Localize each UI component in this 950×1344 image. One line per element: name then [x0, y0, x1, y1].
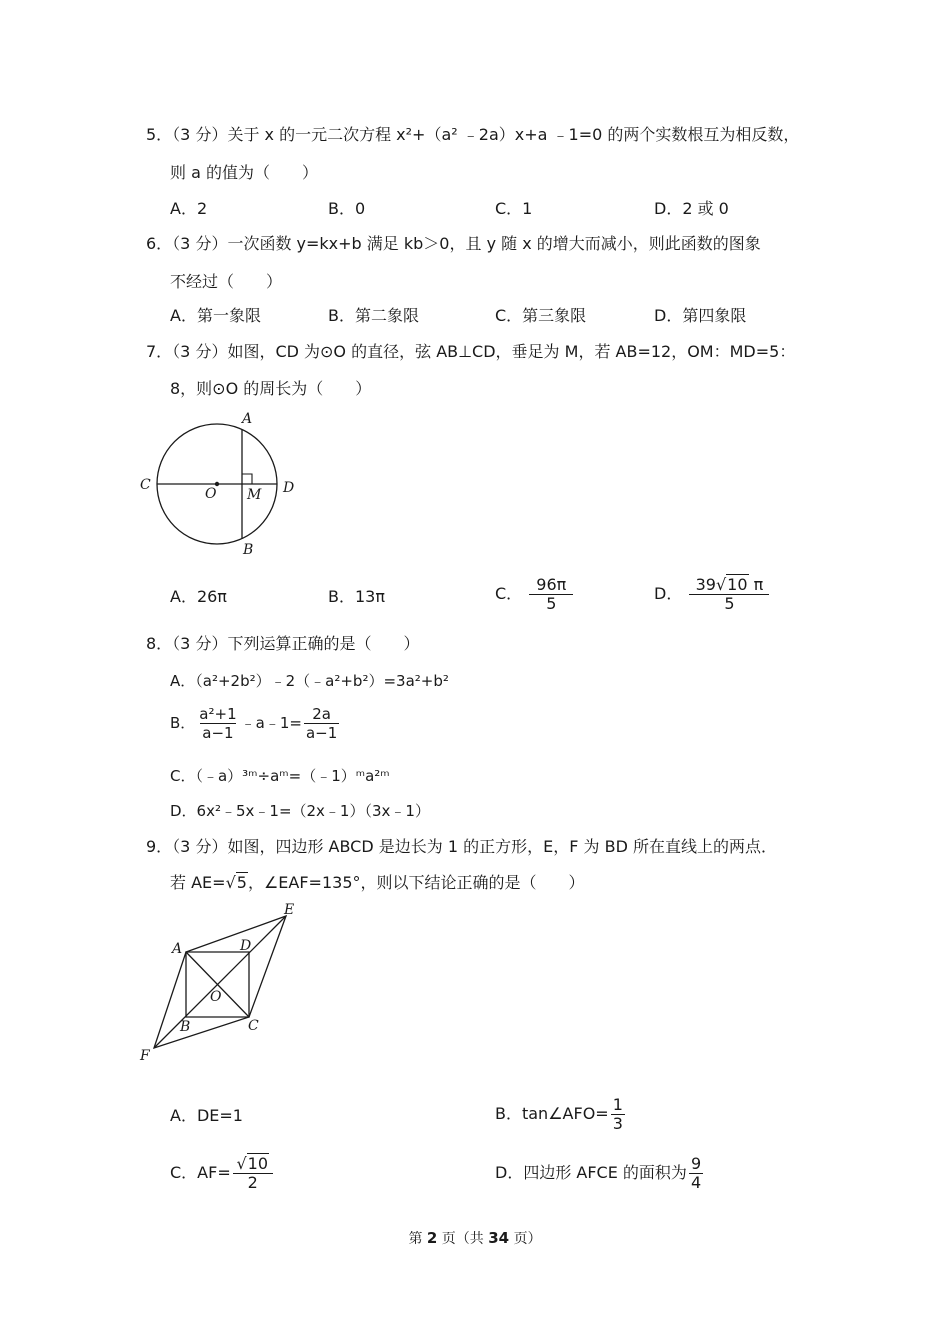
label-a: A: [242, 411, 253, 427]
q7-stem-line2: 8，则⊙O 的周长为（ ）: [170, 379, 372, 398]
q9-option-b: [495, 1096, 627, 1133]
fraction-numerator: [694, 576, 766, 594]
q5-option-c: C．1: [495, 199, 533, 218]
q7-option-b: B．13π: [328, 587, 385, 606]
fraction-numerator: 2a: [312, 705, 331, 723]
q8-option-c: C．（﹣a）³ᵐ÷aᵐ=（﹣1）ᵐa²ᵐ: [170, 767, 390, 785]
footer-suffix: 页）: [513, 1231, 542, 1247]
coefficient: 39: [695, 575, 716, 594]
q6-option-c: C．第三象限: [495, 306, 587, 325]
q8-option-b-label: B．: [170, 714, 196, 732]
label-b: B: [180, 1019, 191, 1035]
q9-option-c-label: C．AF=: [170, 1163, 231, 1182]
label-b: B: [243, 542, 254, 558]
label-a: A: [172, 941, 183, 957]
current-page-number: 2: [426, 1229, 438, 1247]
fraction-numerator: [234, 1155, 271, 1173]
q6-stem-line2: 不经过（ ）: [170, 272, 283, 291]
q9-stem-line1: 9．（3 分）如图，四边形 ABCD 是边长为 1 的正方形，E，F 为 BD 所在直线上的两点．: [146, 837, 777, 856]
q8-option-b-right-fraction: [304, 705, 339, 742]
fraction-denominator: a−1: [305, 724, 338, 742]
q8-option-d: D．6x²﹣5x﹣1=（2x﹣1）（3x﹣1）: [170, 802, 430, 820]
q7-option-c-label: C．: [495, 584, 523, 603]
label-o: O: [210, 989, 222, 1005]
q9-option-d: [495, 1155, 705, 1192]
fraction-denominator: 2: [233, 1173, 273, 1192]
q8-option-b: [170, 705, 341, 742]
q9-stem-line2-start: 若 AE=: [170, 873, 226, 892]
q6-option-d: D．第四象限: [654, 306, 747, 325]
fraction-denominator: a−1: [202, 724, 234, 742]
q9-option-d-fraction: [689, 1155, 703, 1192]
q5-option-a: A．2: [170, 199, 208, 218]
label-o: O: [205, 486, 217, 502]
q5-stem-line2: 则 a 的值为（ ）: [170, 163, 318, 182]
fraction-denominator: 4: [690, 1173, 702, 1192]
q9-option-a: A．DE=1: [170, 1106, 243, 1125]
q9-option-b-fraction: [611, 1096, 625, 1133]
pi-symbol: π: [753, 575, 764, 594]
q6-option-b: B．第二象限: [328, 306, 419, 325]
fraction-denominator: 5: [689, 594, 769, 613]
footer-prefix: 第: [408, 1231, 423, 1247]
q5-option-b: B．0: [328, 199, 366, 218]
radicand: 10: [727, 575, 748, 594]
q8-option-a: A．（a²+2b²）﹣2（﹣a²+b²）=3a²+b²: [170, 672, 449, 690]
fraction-denominator: 5: [529, 594, 573, 613]
right-angle-mark: [242, 474, 252, 484]
sqrt-radical: √10: [236, 1154, 269, 1173]
label-c: C: [140, 477, 151, 493]
footer-middle: 页（共: [441, 1231, 484, 1247]
q9-option-d-label: D．四边形 AFCE 的面积为: [495, 1163, 687, 1182]
label-d: D: [283, 480, 295, 496]
q7-option-d-label: D．: [654, 584, 683, 603]
q7-option-a: A．26π: [170, 587, 227, 606]
page-footer: [0, 1228, 950, 1248]
q7-stem-line1: 7．（3 分）如图，CD 为⊙O 的直径，弦 AB⊥CD，垂足为 M，若 AB=12，OM：MD=5：: [146, 342, 796, 361]
radicand: 10: [247, 1154, 269, 1173]
q5-option-d: D．2 或 0: [654, 199, 729, 218]
q7-option-d: [654, 576, 771, 613]
q9-option-c: [170, 1155, 275, 1192]
q7-option-d-fraction: [689, 576, 769, 613]
sqrt-radical: √10: [715, 575, 748, 594]
radicand: 5: [236, 873, 247, 892]
fraction-numerator: a²+1: [199, 705, 237, 723]
diagonal-bd-extended: [154, 916, 286, 1048]
label-e: E: [284, 902, 295, 918]
label-f: F: [140, 1048, 150, 1064]
total-pages: 34: [488, 1229, 510, 1247]
q7-option-c: [495, 576, 575, 613]
q8-stem: 8．（3 分）下列运算正确的是（ ）: [146, 634, 420, 653]
q7-circle-figure: [134, 406, 304, 558]
sqrt-radical: √5: [225, 873, 247, 892]
q9-square-figure: [134, 900, 314, 1070]
label-m: M: [247, 487, 262, 503]
q6-stem-line1: 6．（3 分）一次函数 y=kx+b 满足 kb＞0，且 y 随 x 的增大而减小，则此函数的图象: [146, 234, 761, 253]
label-d: D: [240, 938, 252, 954]
q7-option-c-fraction: [529, 576, 573, 613]
q9-stem-line2-end: ，∠EAF=135°，则以下结论正确的是（ ）: [247, 873, 585, 892]
fraction-numerator: 1: [612, 1095, 623, 1114]
q8-option-b-left-fraction: [197, 705, 238, 742]
q8-option-b-middle: ﹣a﹣1=: [240, 714, 302, 732]
q6-option-a: A．第一象限: [170, 306, 261, 325]
label-c: C: [248, 1018, 259, 1034]
fraction-numerator: 96π: [536, 575, 567, 594]
fraction-denominator: 3: [612, 1114, 623, 1133]
q9-option-b-label: B．tan∠AFO=: [495, 1104, 609, 1123]
q9-option-c-fraction: [233, 1155, 273, 1192]
fraction-numerator: 9: [690, 1154, 702, 1173]
q9-stem-line2: [170, 872, 585, 894]
q5-stem-line1: 5．（3 分）关于 x 的一元二次方程 x²+（a² ﹣2a）x+a ﹣1=0 的两个实数根互为相反数，: [146, 125, 800, 144]
